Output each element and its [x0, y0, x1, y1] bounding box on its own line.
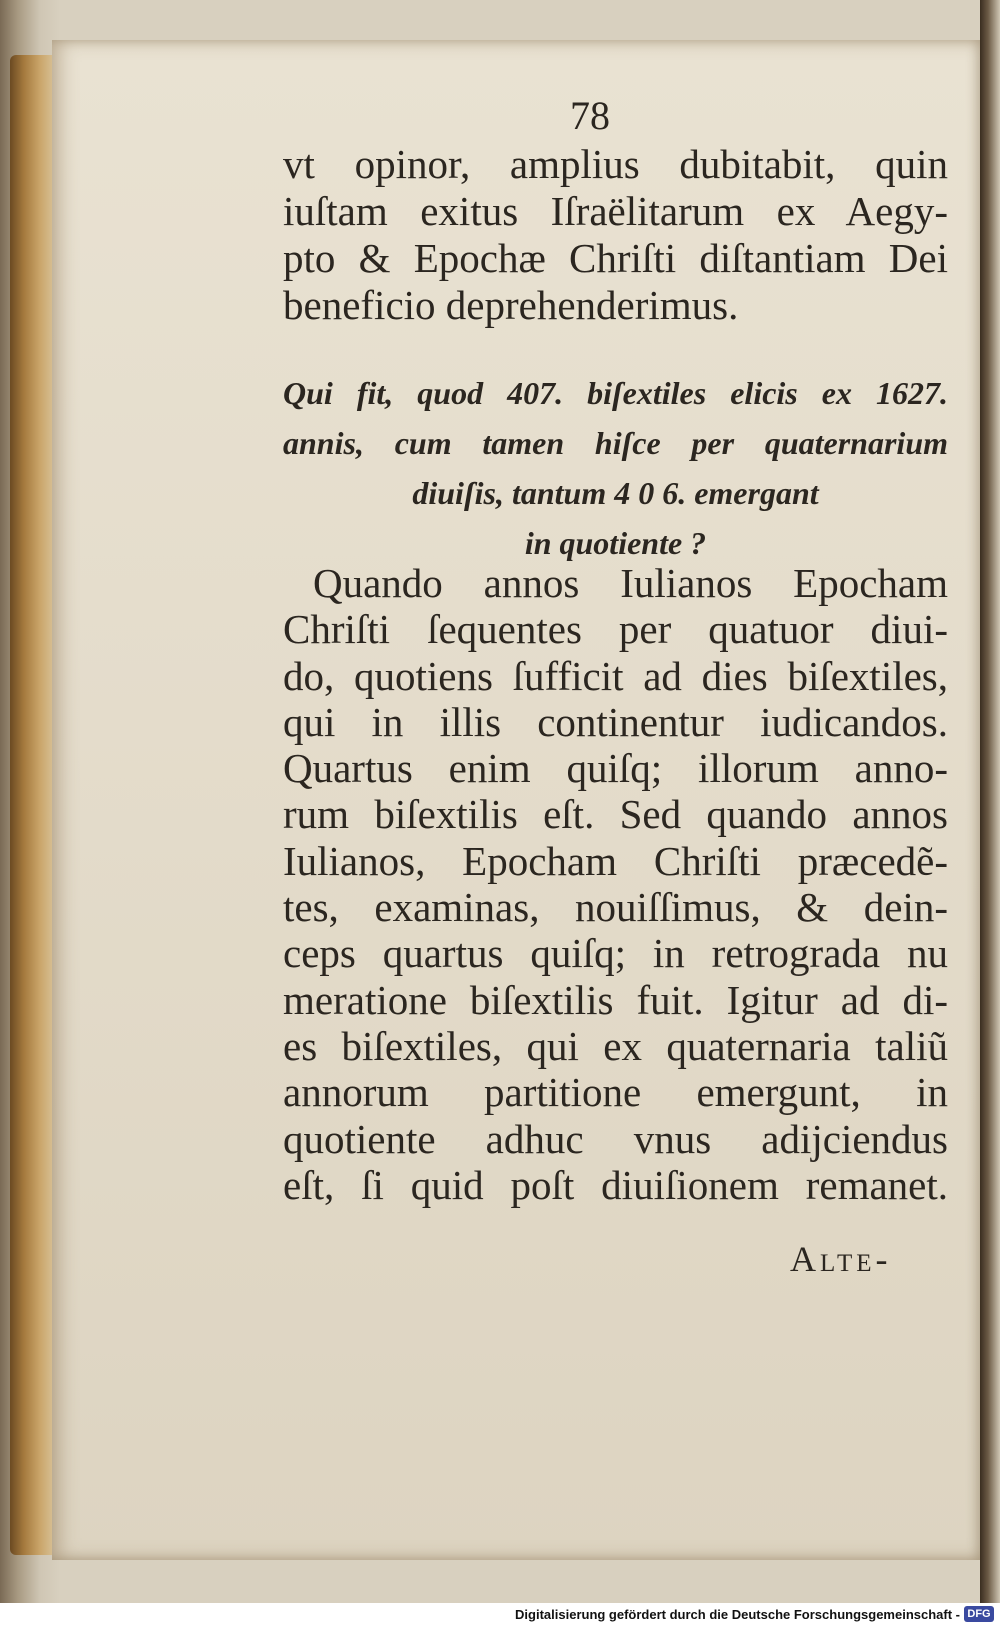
answer-paragraph — [283, 560, 948, 1208]
answer-line: annorum partitione emergunt, in — [283, 1069, 948, 1116]
catchword: Alte- — [790, 1239, 892, 1279]
answer-line: eſt, ſi quid poſt diuiſionem remanet. — [283, 1161, 948, 1208]
answer-line: ceps quartus quiſq; in retrograda nu — [283, 930, 948, 977]
answer-line: quotiente adhuc vnus adijciendus — [283, 1115, 948, 1162]
question-line: in quotiente ? — [524, 525, 707, 561]
answer-line: meratione biſextilis fuit. Igitur ad di- — [283, 976, 948, 1023]
answer-line: es biſextiles, qui ex quaternaria taliũ — [283, 1022, 948, 1069]
intro-line: iuſtam exitus Iſraëlitarum ex Aegy- — [283, 188, 948, 234]
answer-line: Quartus enim quiſq; illorum anno- — [283, 745, 948, 792]
dfg-logo-icon: DFG — [964, 1606, 994, 1622]
question-line: diuiſis, tantum 4 0 6. emergant — [412, 475, 819, 511]
question-line: Qui fit, quod 407. biſextiles elicis ex 1627. — [283, 375, 948, 411]
digitization-footer — [0, 1603, 1000, 1625]
intro-line: pto & Epochæ Chriſti diſtantiam Dei — [283, 235, 948, 281]
intro-line: vt opinor, amplius dubitabit, quin — [283, 141, 948, 187]
answer-line: qui in illis continentur iudicandos. — [283, 698, 948, 745]
intro-line: beneficio deprehenderimus. — [283, 282, 739, 328]
answer-line: Quando annos Iulianos Epocham — [313, 560, 948, 606]
answer-line: tes, examinas, nouiſſimus, & dein- — [283, 884, 948, 931]
answer-line: Chriſti ſequentes per quatuor diui- — [283, 606, 948, 653]
page-number: 78 — [570, 93, 610, 138]
footer-credit: Digitalisierung gefördert durch die Deutsche Forschungsgemeinschaft - — [515, 1607, 960, 1622]
answer-line: do, quotiens ſufficit ad dies biſextiles, — [283, 652, 948, 699]
question-line: annis, cum tamen hiſce per quaternarium — [283, 425, 948, 461]
scan-right-edge — [980, 0, 1000, 1625]
question-heading — [283, 368, 948, 568]
intro-paragraph — [283, 141, 948, 329]
answer-line: rum biſextilis eſt. Sed quando annos — [283, 791, 948, 838]
answer-line: Iulianos, Epocham Chriſti præcedẽ- — [283, 837, 948, 884]
